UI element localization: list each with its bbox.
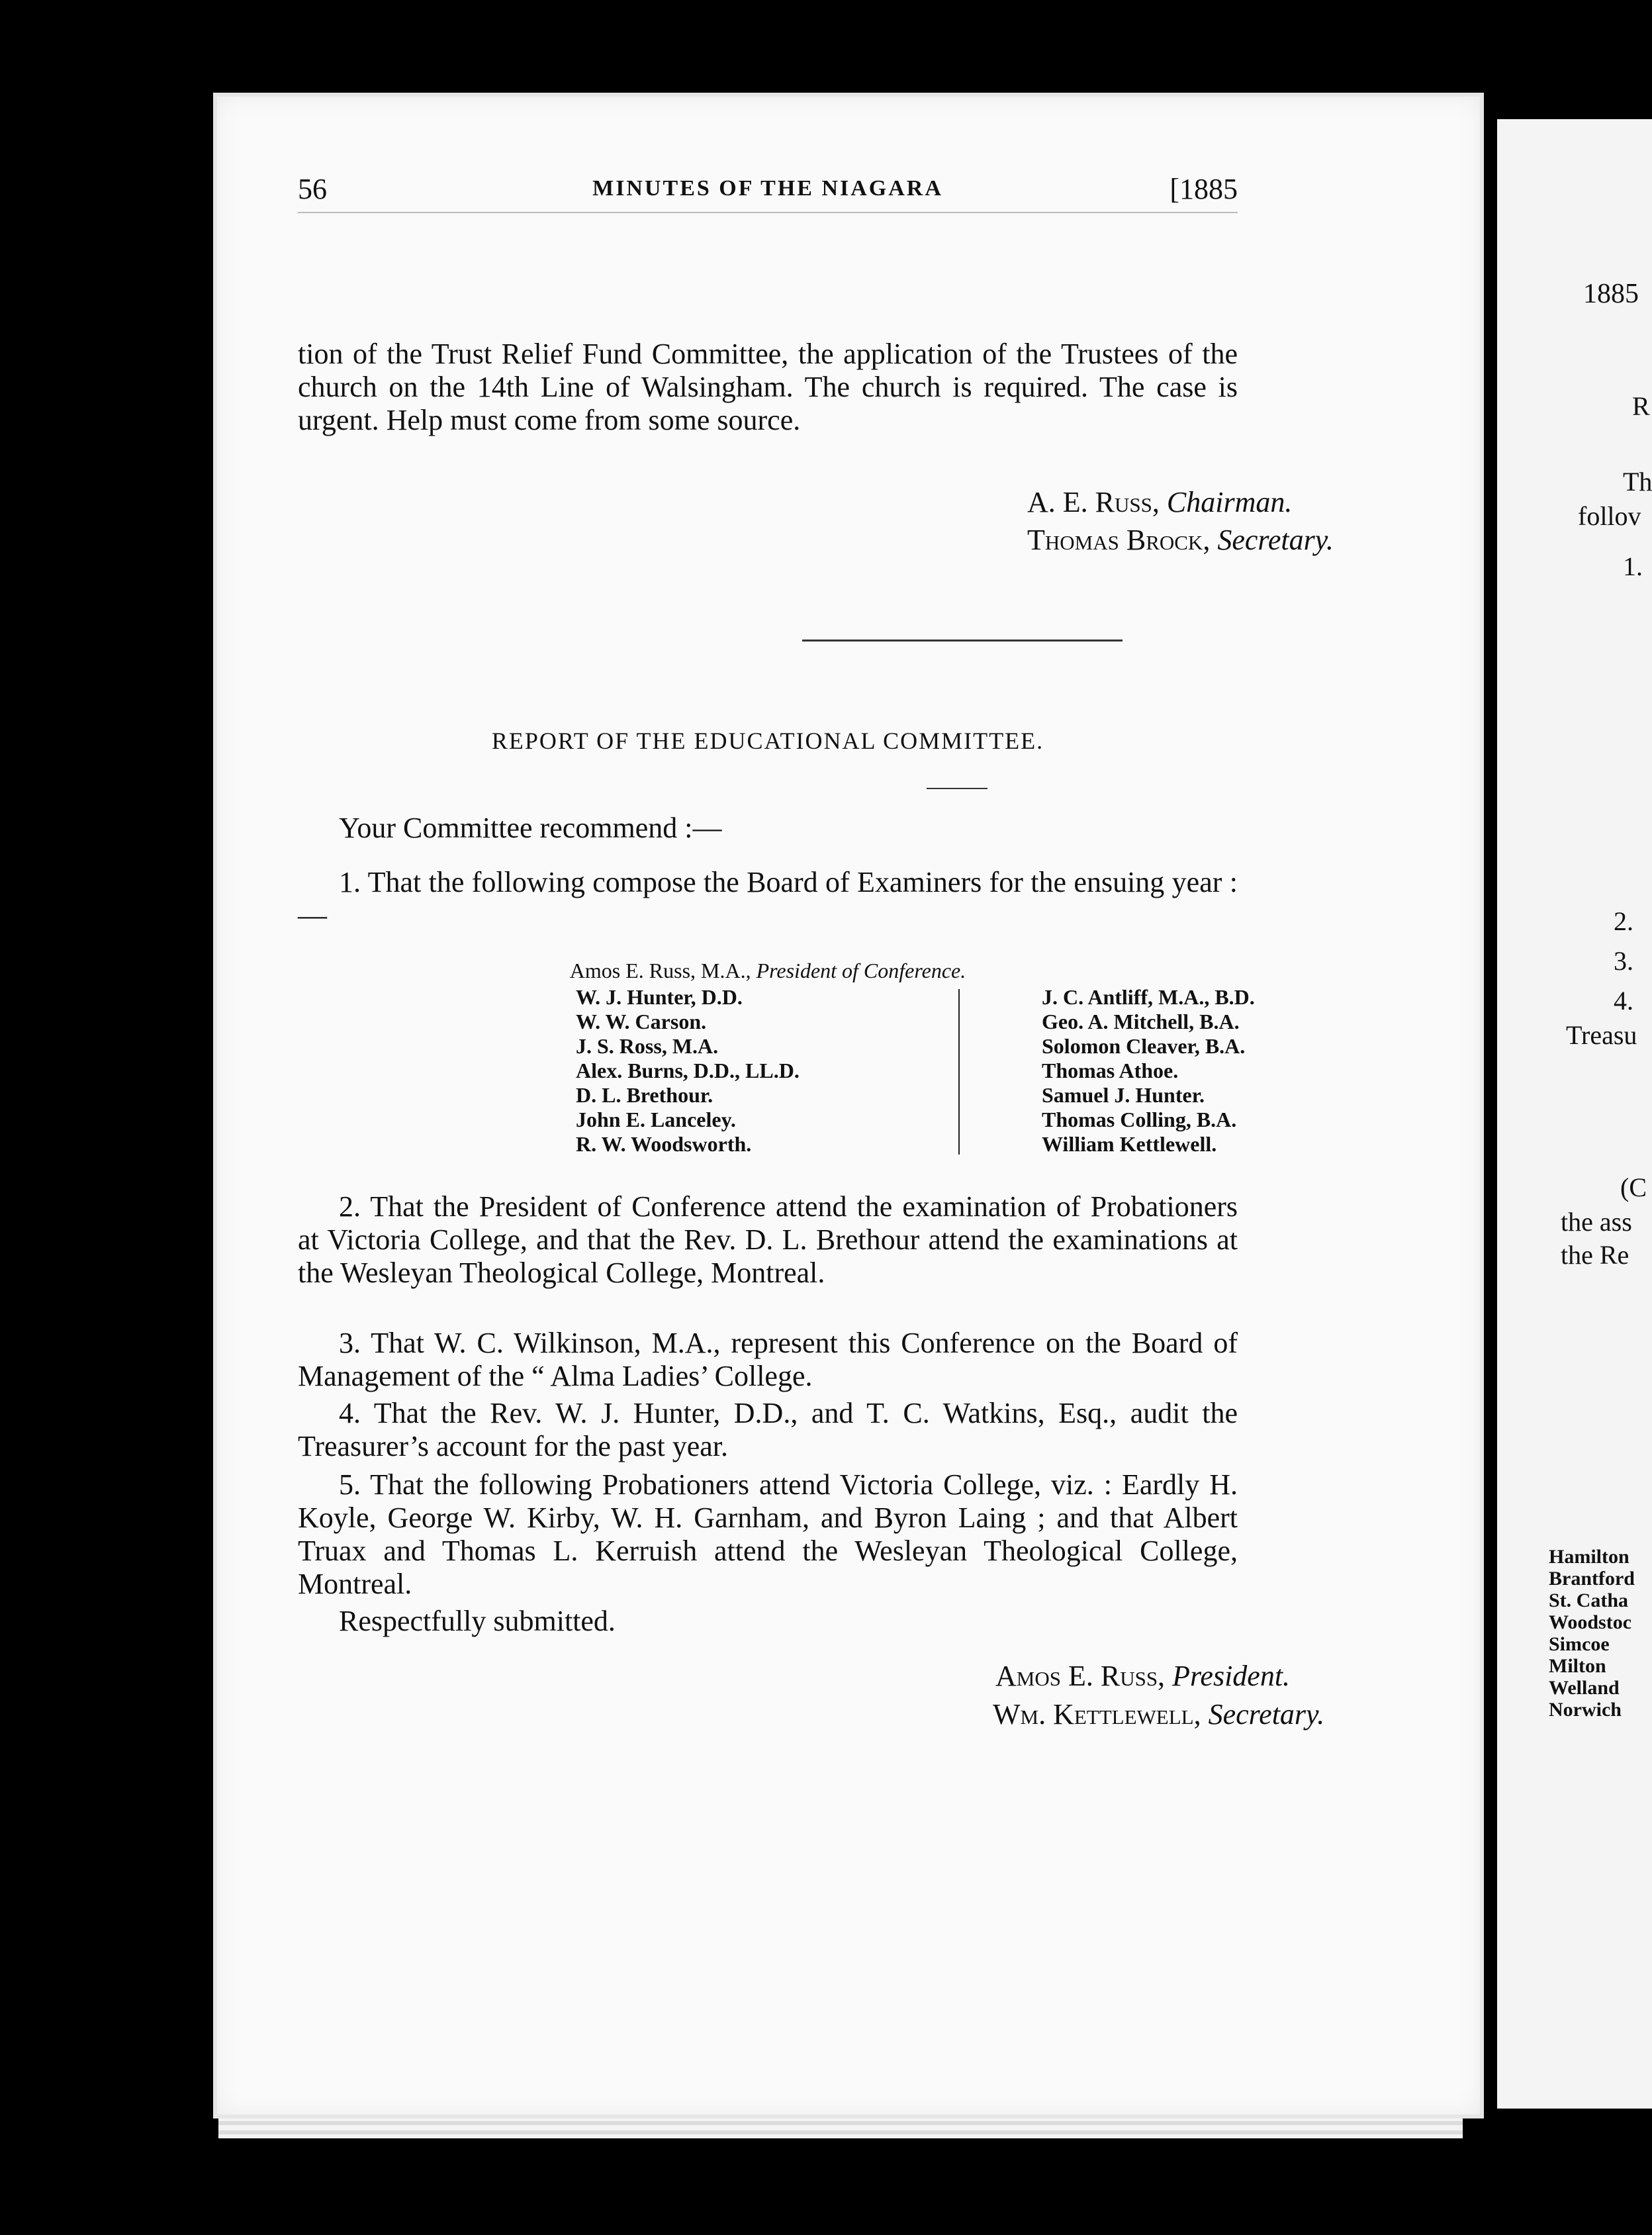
facing-line: 3. [1614,946,1633,976]
facing-place: Simcoe [1549,1633,1610,1655]
facing-page [1497,119,1652,2109]
report-intro: Your Committee recommend :— [339,812,722,844]
report-president-role: President. [1172,1660,1291,1692]
board-member: W. J. Hunter, D.D. [576,985,743,1009]
section-divider [802,640,1123,642]
board-member: J. C. Antliff, M.A., B.D. [1042,985,1255,1009]
facing-place: St. Catha [1549,1590,1629,1611]
report-secretary-signature [993,1697,1324,1731]
trust-chairman-name: A. E. Russ, [1027,486,1160,518]
report-president-name: Amos E. Russ, [995,1660,1166,1692]
facing-place-list [1549,1546,1635,1721]
board-column-divider [958,989,960,1155]
board-member: Alex. Burns, D.D., LL.D. [576,1059,800,1082]
report-item-1: 1. That the following compose the Board of Examiners for the ensuing year :— [298,866,1238,931]
facing-place: Welland [1549,1677,1620,1699]
facing-line: 2. [1614,906,1633,936]
facing-line: the Re [1561,1240,1629,1270]
title-underline [927,788,987,789]
page-number: 56 [298,173,327,205]
trust-secretary-signature [1027,523,1334,557]
report-closing: Respectfully submitted. [339,1605,616,1637]
facing-line: the ass [1561,1207,1632,1237]
trust-secretary-name: Thomas Brock, [1027,524,1211,556]
running-head [298,172,1238,225]
facing-place: Woodstoc [1549,1611,1632,1633]
board-member: Samuel J. Hunter. [1042,1083,1205,1107]
board-president-line [298,959,1238,983]
facing-year: 1885 [1583,279,1639,309]
board-left-column [576,985,800,1157]
facing-line: 1. [1623,551,1643,581]
board-member: Thomas Athoe. [1042,1059,1179,1082]
board-member: Solomon Cleaver, B.A. [1042,1034,1246,1058]
board-member: D. L. Brethour. [576,1083,713,1107]
board-president-role: President of Conference. [756,959,966,982]
report-secretary-name: Wm. Kettlewell, [993,1698,1201,1731]
header-rule [298,212,1238,213]
facing-place: Brantford [1549,1568,1635,1590]
trust-secretary-role: Secretary. [1217,524,1334,556]
facing-line: follov [1578,501,1641,531]
report-item-5: 5. That the following Probationers attend Victoria College, viz. : Eardly H. Koyle, George W. Kirby, W. H. Garnham, and Byron Laing ; and that Albert Truax and Thomas L. Kerruish attend the Wesleyan Theological College, Montreal. [298,1468,1238,1600]
facing-line: 4. [1614,986,1633,1016]
trust-chairman-signature [1027,485,1292,519]
facing-place: Hamilton [1549,1546,1629,1568]
board-member: R. W. Woodsworth. [576,1132,752,1156]
report-president-signature [995,1659,1290,1693]
board-member: W. W. Carson. [576,1010,707,1033]
board-member: J. S. Ross, M.A. [576,1034,719,1058]
running-head-title: MINUTES OF THE NIAGARA [592,176,943,201]
facing-line: R [1632,391,1650,421]
report-secretary-role: Secretary. [1208,1698,1325,1731]
facing-line: Treasu [1566,1020,1637,1050]
board-member: Geo. A. Mitchell, B.A. [1042,1010,1240,1033]
trust-relief-paragraph: tion of the Trust Relief Fund Committee, the application of the Trustees of the church on the 14th Line of Walsingham. The church is required. The case is urgent. Help must come from some source. [298,338,1238,436]
board-right-column [1042,985,1255,1157]
trust-chairman-role: Chairman. [1166,486,1293,518]
board-member: Thomas Colling, B.A. [1042,1108,1237,1131]
facing-line: (C [1620,1172,1647,1202]
facing-place: Milton [1549,1655,1606,1677]
facing-place: Norwich [1549,1699,1622,1721]
running-head-year: [1885 [1170,173,1238,205]
report-item-4: 4. That the Rev. W. J. Hunter, D.D., and T. C. Watkins, Esq., audit the Treasurer’s account for the past year. [298,1397,1238,1462]
board-president-name: Amos E. Russ, M.A., [569,959,751,982]
facing-line: Th [1623,467,1652,497]
report-title: REPORT OF THE EDUCATIONAL COMMITTEE. [491,728,1044,754]
board-member: John E. Lanceley. [576,1108,736,1131]
report-item-2: 2. That the President of Conference attend the examination of Probationers at Victoria College, and that the Rev. D. L. Brethour attend the examinations at the Wesleyan Theological College, Montreal. [298,1190,1238,1289]
board-member: William Kettlewell. [1042,1132,1217,1156]
report-item-3: 3. That W. C. Wilkinson, M.A., represent this Conference on the Board of Management of the “ Alma Ladies’ College. [298,1327,1238,1392]
